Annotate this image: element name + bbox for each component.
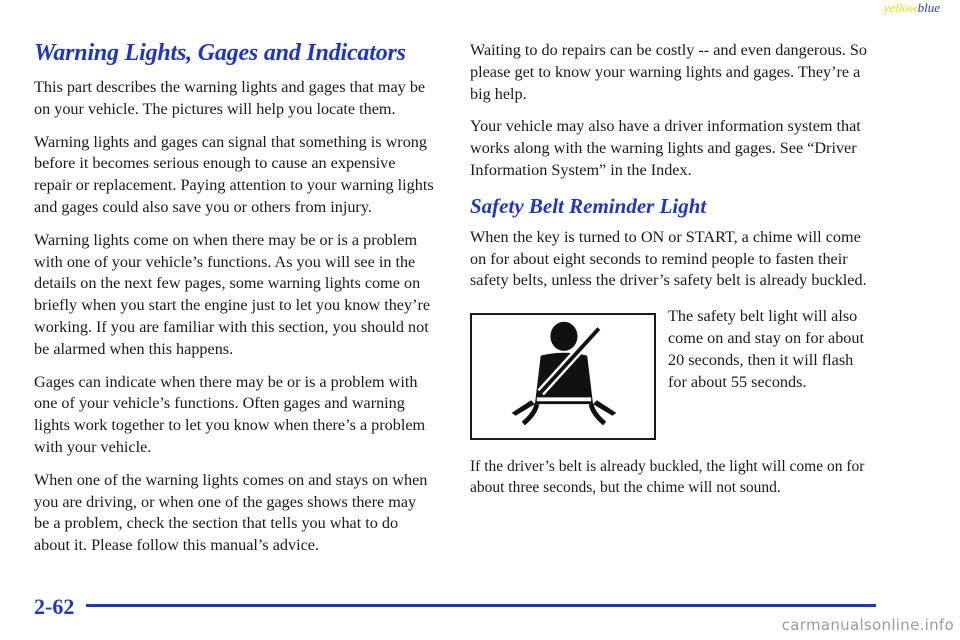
page-title: Warning Lights, Gages and Indicators bbox=[34, 40, 406, 66]
paragraph: Gages can indicate when there may be or is a problem with one of your vehicle’s functions. Often gages and warning lights work together to let you know when there’s a problem with your vehicle. bbox=[34, 372, 426, 456]
paragraph: When one of the warning lights comes on and stays on when you are driving, or when one of the gages shows there may be a problem, check the section that tells you what to do about it. Please follow this manual’s advice. bbox=[34, 470, 428, 555]
color-plate-mark bbox=[884, 0, 940, 16]
paragraph: Your vehicle may also have a driver information system that works along with the warning lights and gages. See “Driver Information System” in the Index. bbox=[470, 117, 861, 179]
safety-belt-figure bbox=[470, 313, 656, 440]
paragraph: Waiting to do repairs can be costly -- and even dangerous. So please get to know your warning lights and gages. They’re a big help. bbox=[470, 41, 867, 103]
section-title: Safety Belt Reminder Light bbox=[470, 193, 707, 218]
watermark: carmanualsonline.info bbox=[781, 616, 954, 634]
figure-caption: The safety belt light will also come on and stay on for about 20 seconds, then it will flash for about 55 seconds. bbox=[668, 307, 864, 391]
paragraph: When the key is turned to ON or START, a chime will come on for about eight seconds to remind people to fasten their safety belts, unless the driver’s safety belt is already buckled. bbox=[470, 227, 867, 290]
safety-belt-icon bbox=[472, 315, 654, 438]
paragraph: Warning lights come on when there may be or is a problem with one of your vehicle’s functions. As you will see in the details on the next few pages, some warning lights come on briefly when you start the engine just to let you know they’re working. If you are familiar with this section, you should not be alarmed when this happens. bbox=[34, 230, 431, 358]
mark-yellow: yellow bbox=[883, 0, 918, 15]
right-column bbox=[470, 40, 880, 509]
note-paragraph: If the driver’s belt is already buckled, the light will come on for about three seconds, but the chime will not sound. bbox=[470, 458, 865, 497]
figure-row bbox=[470, 306, 880, 456]
page-number: 2-62 bbox=[34, 594, 75, 619]
footer-rule bbox=[86, 604, 876, 607]
paragraph: Warning lights and gages can signal that something is wrong before it becomes serious enough to cause an expensive repair or replacement. Paying attention to your warning lights and gages could also save you or others from injury. bbox=[34, 132, 434, 216]
paragraph: This part describes the warning lights and gages that may be on your vehicle. The pictures will help you locate them. bbox=[34, 78, 426, 118]
left-column bbox=[34, 38, 434, 568]
mark-blue: blue bbox=[917, 0, 940, 15]
